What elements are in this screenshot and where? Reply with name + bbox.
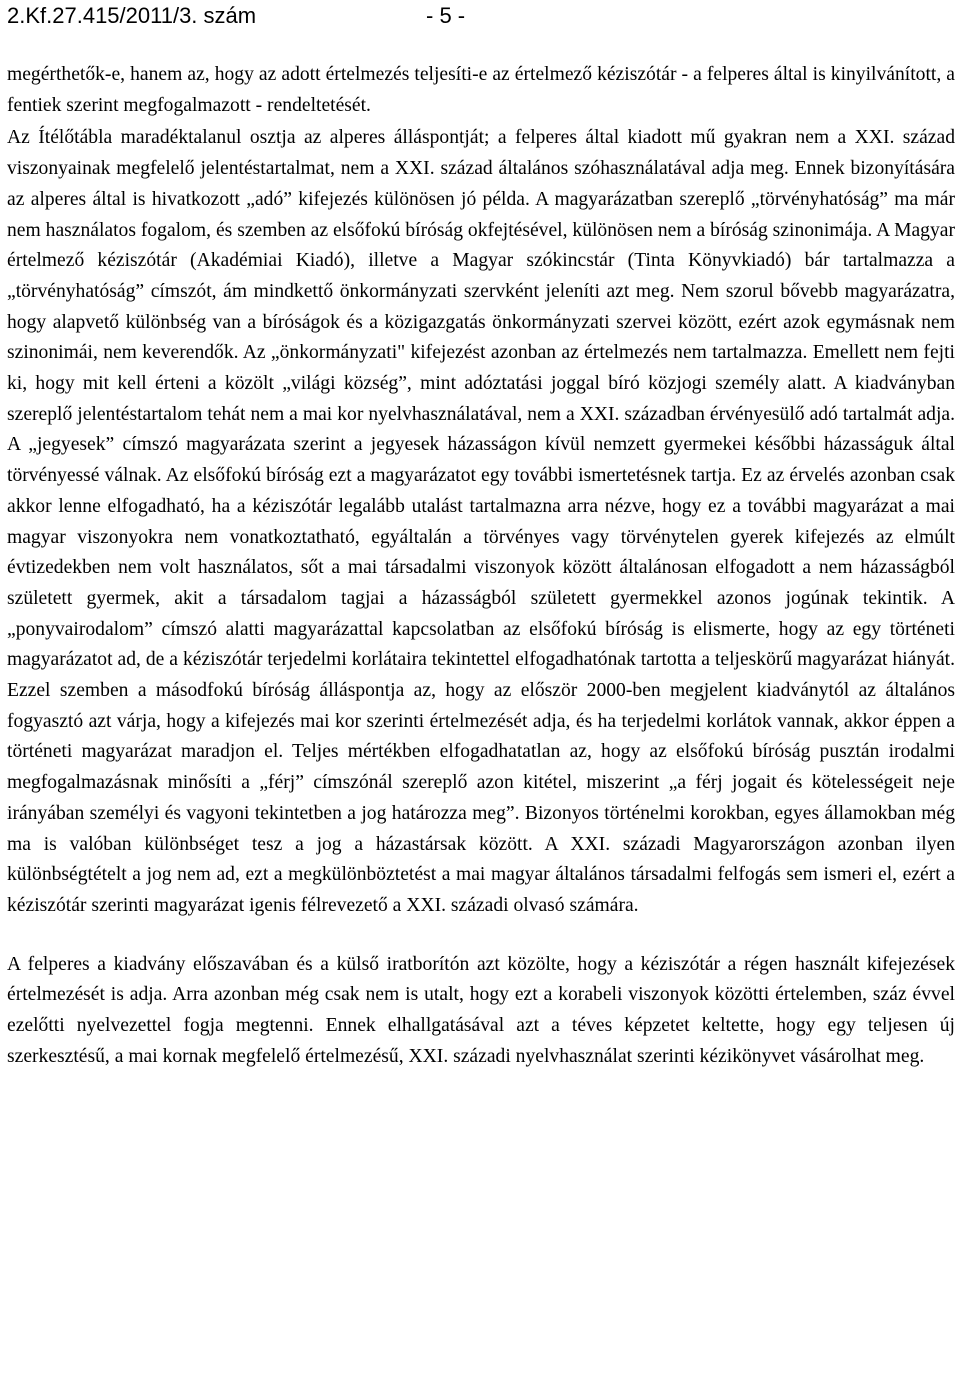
document-body (7, 60, 955, 1073)
paragraph: A felperes a kiadvány előszavában és a külső iratborítón azt közölte, hogy a kéziszótár a régen használt kifejezések értelmezését is adja. Arra azonban még csak nem is utalt, hogy ezt a korabeli viszonyok közötti értelemben, száz évvel ezelőtti nyelvezettel fogja megtenni. Ennek elhallgatásával azt a téves képzetet keltette, hogy egy teljesen új szerkesztésű, a mai kornak megfelelő értelmezésű, XXI. századi nyelvhasználat szerinti kézikönyvet vásárolhat meg. (7, 953, 955, 1067)
paragraph: Az Ítélőtábla maradéktalanul osztja az alperes álláspontját; a felperes által kiadott mű gyakran nem a XXI. század viszonyainak megfelelő jelentéstartalmat, nem a XXI. század általános szóhasználatával adja meg. Ennek bizonyítására az alperes által is hivatkozott „adó” kifejezés különösen jó példa. A magyarázatban szereplő „törvényhatóság” ma már nem használatos fogalom, és szemben az elsőfokú bíróság okfejtésével, különösen nem a bíróság szinonimája. A Magyar értelmező kéziszótár (Akadémiai Kiadó), illetve a Magyar szókincstár (Tinta Könyvkiadó) bár tartalmazza a „törvényhatóság” címszót, ám mindkettő önkormányzati szervként jeleníti azt meg. Nem szorul bővebb magyarázatra, hogy alapvető különbség van a bíróságok és a közigazgatás önkormányzati szervei között, ezért azok egymásnak nem szinonimái, nem keverendők. Az „önkormányzati" kifejezést azonban az értelmezés nem tartalmazza. Emellett nem fejti ki, hogy mit kell érteni a közölt „világi község”, mint adóztatási joggal bíró közjogi személy alatt. A kiadványban szereplő jelentéstartalom tehát nem a mai kor nyelvhasználatával, nem a XXI. században érvényesülő adó tartalmát adja. A „jegyesek” címszó magyarázata szerint a jegyesek házasságon kívül nemzett gyermekei későbbi házasságuk által törvényessé válnak. Az elsőfokú bíróság ezt a magyarázatot egy további ismertetésnek tartja. Ez az érvelés azonban csak akkor lenne elfogadható, ha a kéziszótár legalább utalást tartalmazna arra nézve, hogy ez a további magyarázat a mai magyar viszonyokra nem vonatkoztatható, egyáltalán a törvényes vagy törvénytelen gyerek kifejezés az elmúlt évtizedekben nem volt használatos, sőt a mai társadalmi viszonyok között általánosan elfogadott a nem házasságból született gyermek, akit a társadalom tagjai a házasságból született gyermekkel azonos jogúnak tekintik. A „ponyvairodalom” címszó alatti magyarázattal kapcsolatban az elsőfokú bíróság is elismerte, hogy az egy történeti magyarázatot ad, de a kéziszótár terjedelmi korlátaira tekintettel elfogadhatónak tartotta a teljeskörű magyarázat hiányát. Ezzel szemben a másodfokú bíróság álláspontja az, hogy az először 2000-ben megjelent kiadványtól az általános fogyasztó azt várja, hogy a kifejezés mai kor szerinti értelmezését adja, és ha terjedelmi korlátok vannak, akkor éppen a történeti magyarázat maradjon el. Teljes mértékben elfogadhatatlan az, hogy az elsőfokú bíróság pusztán irodalmi megfogalmazásnak minősíti a „férj” címszónál szereplő azon kitétel, miszerint „a férj jogait és kötelességeit neje irányában személyi és vagyoni tekintetben a jog határozza meg”. Bizonyos történelmi korokban, egyes államokban még ma is valóban különbséget tesz a jog a házastársak között. A XXI. századi Magyarországon azonban ilyen különbségtételt a jog nem ad, ezt a megkülönböztetést a mai magyar általános társadalmi felfogás sem ismeri el, ezért a kéziszótár szerinti magyarázat igenis félrevezető a XXI. századi olvasó számára. (7, 127, 955, 916)
page-number: - 5 - (426, 3, 466, 28)
paragraph: megérthetők-e, hanem az, hogy az adott értelmezés teljesíti-e az értelmező kéziszótár - a felperes által is kinyilvánított, a fentiek szerint megfogalmazott - rendeltetését. (7, 64, 955, 116)
page-header (0, 0, 960, 36)
case-number: 2.Kf.27.415/2011/3. szám (7, 3, 257, 28)
